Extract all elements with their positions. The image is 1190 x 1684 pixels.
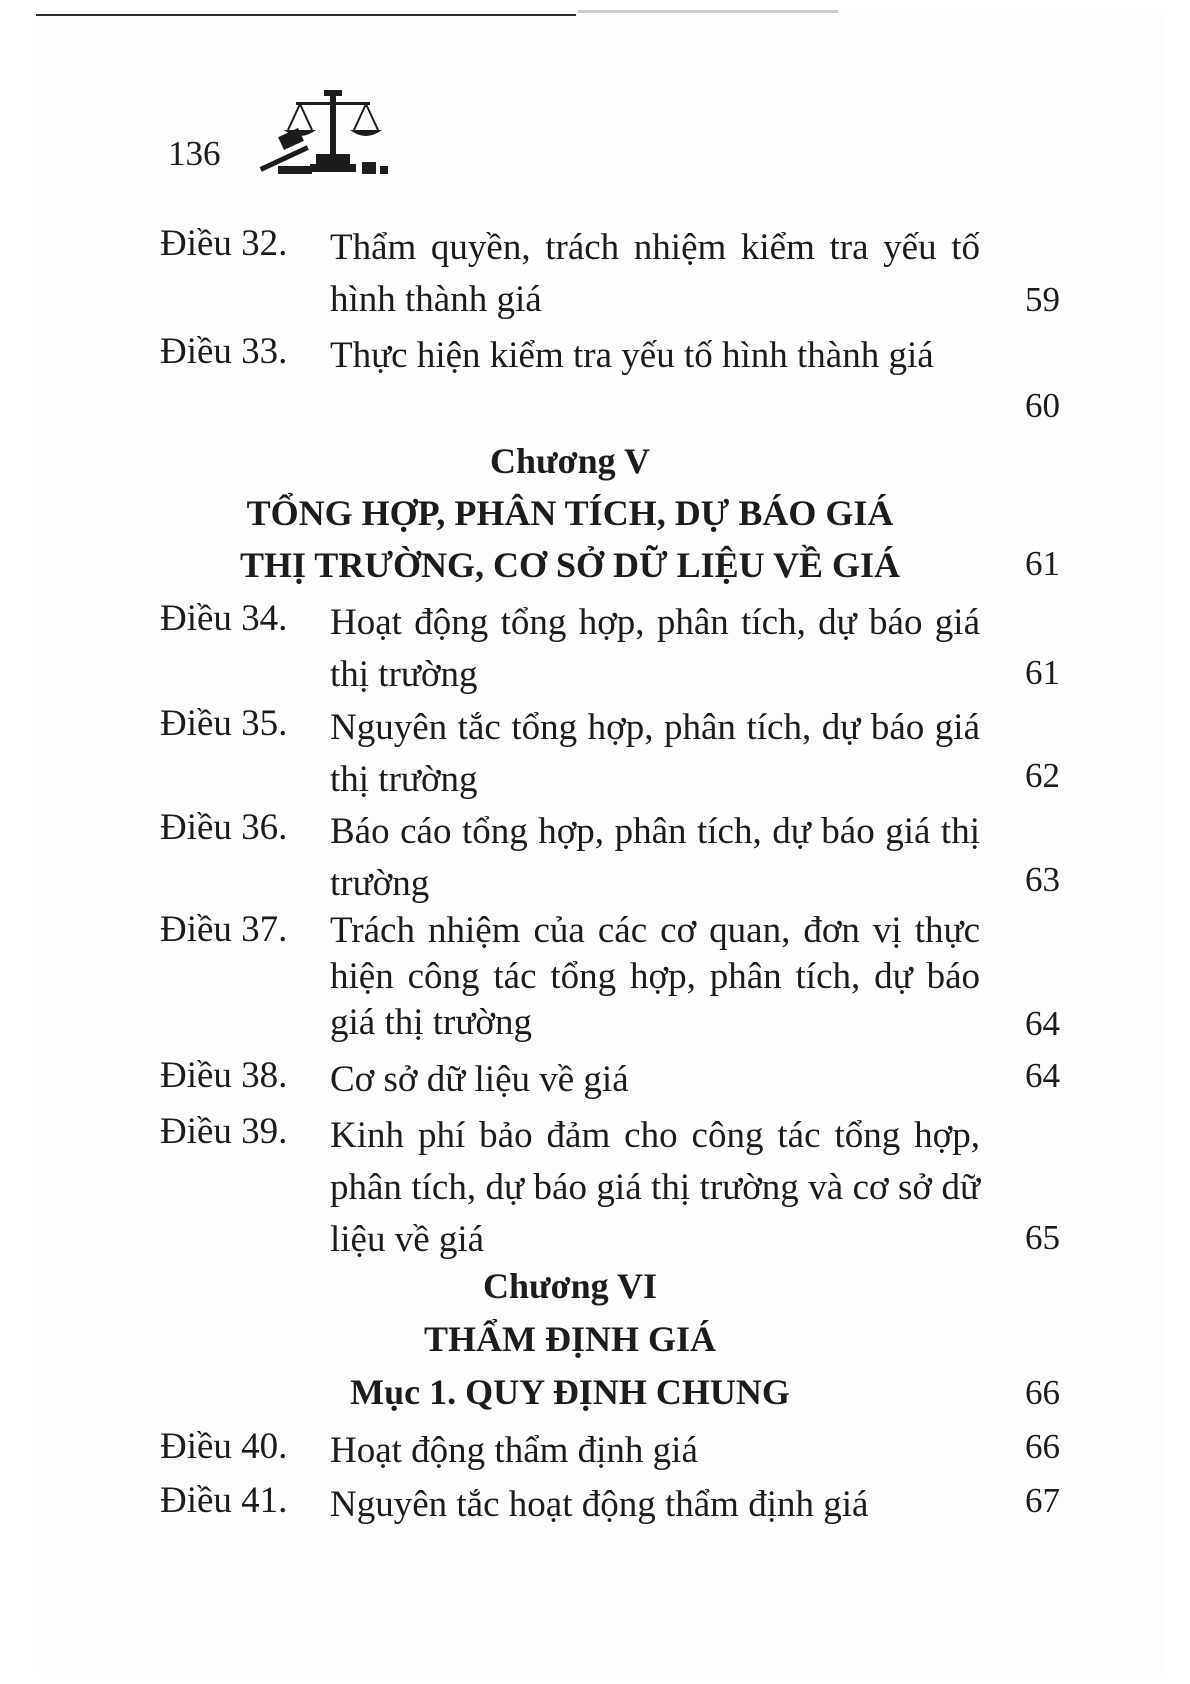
article-title: Hoạt động tổng hợp, phân tích, dự báo giá thị trường bbox=[330, 602, 980, 695]
article-number: Điều 36. bbox=[160, 807, 288, 848]
chapter-label: Chương VI bbox=[483, 1266, 657, 1306]
scales-of-justice-icon bbox=[258, 86, 408, 178]
page-ref: 60 bbox=[1025, 386, 1060, 425]
article-title: Thực hiện kiểm tra yếu tố hình thành giá bbox=[330, 335, 934, 376]
page-ref: 61 bbox=[1025, 544, 1060, 583]
page-ref: 66 bbox=[1025, 1427, 1060, 1466]
article-number: Điều 33. bbox=[160, 331, 288, 372]
page-ref: 62 bbox=[1025, 756, 1060, 795]
page-ref: 59 bbox=[1025, 280, 1060, 319]
chapter-title: THỊ TRƯỜNG, CƠ SỞ DỮ LIỆU VỀ GIÁ bbox=[239, 545, 901, 585]
article-number: Điều 37. bbox=[160, 909, 288, 950]
top-border-line bbox=[36, 14, 576, 16]
article-title: Trách nhiệm của các cơ quan, đơn vị thực hiện công tác tổng hợp, phân tích, dự báo giá thị trường bbox=[330, 910, 980, 1043]
chapter-label: Chương V bbox=[490, 441, 650, 481]
article-title: Nguyên tắc tổng hợp, phân tích, dự báo giá thị trường bbox=[330, 707, 980, 800]
article-number: Điều 40. bbox=[160, 1426, 288, 1467]
article-title: Hoạt động thẩm định giá bbox=[330, 1430, 698, 1471]
article-number: Điều 34. bbox=[160, 598, 288, 639]
page-ref: 63 bbox=[1025, 860, 1060, 899]
article-title: Cơ sở dữ liệu về giá bbox=[330, 1059, 629, 1100]
article-number: Điều 35. bbox=[160, 703, 288, 744]
article-number: Điều 39. bbox=[160, 1111, 288, 1152]
chapter-title: THẨM ĐỊNH GIÁ bbox=[423, 1319, 716, 1359]
section-title: Mục 1. QUY ĐỊNH CHUNG bbox=[350, 1372, 790, 1412]
page-number: 136 bbox=[168, 134, 221, 173]
article-title: Nguyên tắc hoạt động thẩm định giá bbox=[330, 1484, 869, 1525]
article-title: Báo cáo tổng hợp, phân tích, dự báo giá thị trường bbox=[330, 811, 980, 904]
page-ref: 66 bbox=[1025, 1373, 1060, 1412]
top-border-line-faint bbox=[578, 10, 838, 13]
article-number: Điều 41. bbox=[160, 1480, 288, 1521]
chapter-title: TỔNG HỢP, PHÂN TÍCH, DỰ BÁO GIÁ bbox=[246, 493, 894, 533]
page-ref: 65 bbox=[1025, 1218, 1060, 1257]
page-ref: 64 bbox=[1025, 1004, 1060, 1043]
article-title: Kinh phí bảo đảm cho công tác tổng hợp, phân tích, dự báo giá thị trường và cơ sở dữ liệu về giá bbox=[330, 1115, 980, 1260]
article-title: Thẩm quyền, trách nhiệm kiểm tra yếu tố hình thành giá bbox=[330, 227, 980, 320]
article-number: Điều 38. bbox=[160, 1055, 288, 1096]
page-ref: 67 bbox=[1025, 1481, 1060, 1520]
page-ref: 64 bbox=[1025, 1056, 1060, 1095]
page-ref: 61 bbox=[1025, 653, 1060, 692]
article-number: Điều 32. bbox=[160, 223, 288, 264]
